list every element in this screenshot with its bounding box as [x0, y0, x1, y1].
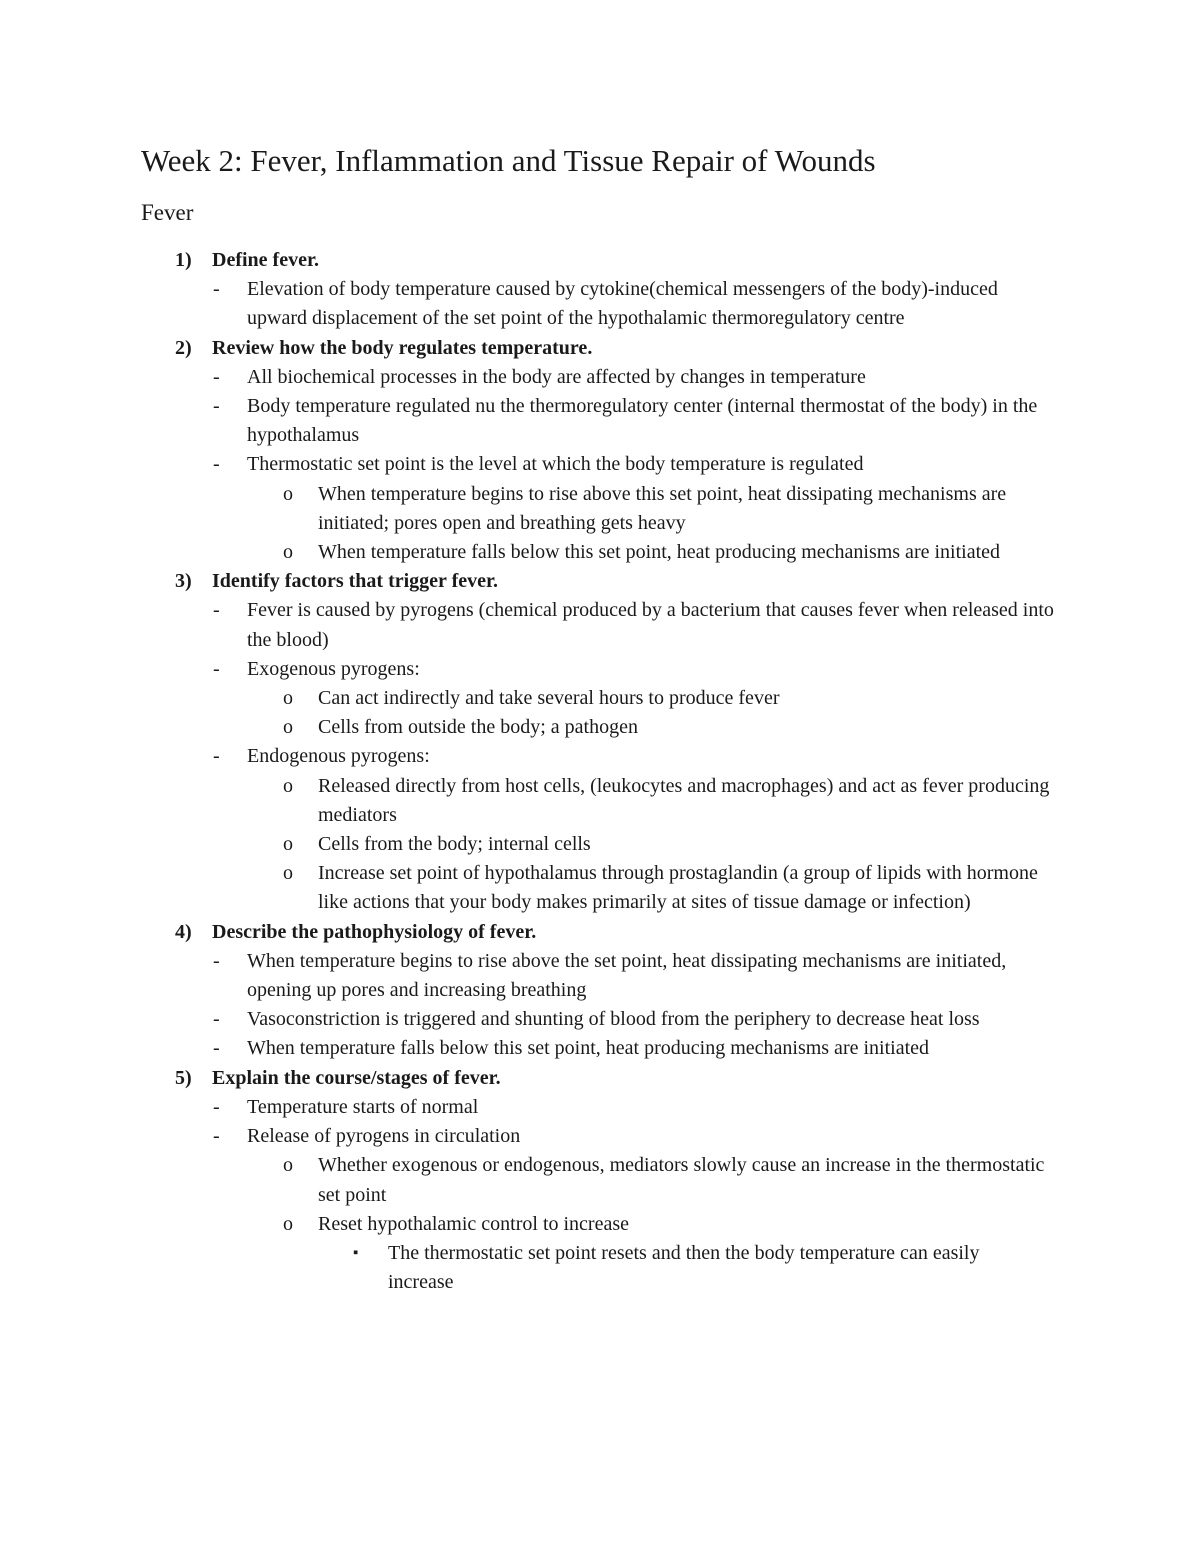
question-heading: [0, 246, 1200, 275]
sub-bullet-text: Whether exogenous or endogenous, mediators slowly cause an increase in the thermostatic set point: [318, 1154, 1045, 1206]
sub-bullet-text: Cells from outside the body; a pathogen: [318, 716, 638, 739]
sub-bullet-item: [0, 859, 1058, 917]
section-heading: Fever: [141, 200, 194, 225]
question-heading: [0, 567, 1200, 596]
circle-marker: o: [283, 774, 293, 797]
question-heading: [0, 334, 1200, 363]
sub-bullet-item: [0, 1151, 1058, 1209]
dash-marker: -: [213, 1037, 220, 1060]
dash-marker: -: [213, 278, 220, 301]
sub-bullet-text: Released directly from host cells, (leukocytes and macrophages) and act as fever producing mediators: [318, 774, 1050, 826]
dash-marker: -: [213, 365, 220, 388]
sub-bullet-item: [0, 713, 1058, 742]
bullet-item: [0, 363, 1062, 392]
question-number: 1): [175, 249, 192, 271]
dash-marker: -: [213, 949, 220, 972]
question-text: Review how the body regulates temperature.: [212, 336, 593, 359]
bullet-item: [0, 1093, 1062, 1122]
dash-marker: -: [213, 657, 220, 680]
bullet-text: Release of pyrogens in circulation: [247, 1125, 521, 1148]
dash-marker: -: [213, 1008, 220, 1031]
question-number: 2): [175, 336, 192, 359]
page-title: Week 2: Fever, Inflammation and Tissue Repair of Wounds: [141, 143, 876, 178]
question-text: Describe the pathophysiology of fever.: [212, 920, 537, 943]
sub-bullet-text: Increase set point of hypothalamus through prostaglandin (a group of lipids with hormone like actions that your body makes primarily at sites of tissue damage or infection): [318, 862, 1038, 914]
bullet-item: [0, 1034, 1062, 1063]
bullet-item: [0, 742, 1062, 771]
sub-bullet-text: When temperature falls below this set point, heat producing mechanisms are initiated: [318, 541, 1001, 564]
bullet-text: Vasoconstriction is triggered and shunting of blood from the periphery to decrease heat loss: [247, 1008, 980, 1031]
circle-marker: o: [283, 1154, 293, 1177]
dash-marker: -: [213, 1125, 220, 1148]
bullet-text: All biochemical processes in the body are affected by changes in temperature: [247, 365, 866, 388]
sub-bullet-text: Can act indirectly and take several hours to produce fever: [318, 687, 780, 710]
question-number: 3): [175, 570, 192, 593]
bullet-item: [0, 1005, 1062, 1034]
dash-marker: -: [213, 453, 220, 476]
question-number: 4): [175, 920, 192, 943]
sub-sub-bullet-text: The thermostatic set point resets and then the body temperature can easily increase: [388, 1241, 980, 1294]
sub-bullet-item: [0, 830, 1058, 859]
question-number: 5): [175, 1066, 192, 1089]
circle-marker: o: [283, 833, 293, 856]
bullet-item: [0, 450, 1062, 479]
question-text: Identify factors that trigger fever.: [212, 570, 499, 593]
circle-marker: o: [283, 541, 293, 564]
sub-bullet-text: Reset hypothalamic control to increase: [318, 1212, 630, 1235]
sub-bullet-text: Cells from the body; internal cells: [318, 833, 591, 856]
bullet-text: Exogenous pyrogens:: [247, 657, 420, 680]
bullet-text: Fever is caused by pyrogens (chemical produced by a bacterium that causes fever when released into the blood): [247, 599, 1054, 651]
circle-marker: o: [283, 687, 293, 710]
bullet-text: Temperature starts of normal: [247, 1095, 479, 1118]
sub-bullet-item: [0, 538, 1058, 567]
question-heading: [0, 1064, 1200, 1093]
bullet-item: [0, 947, 1062, 1005]
bullet-item: [0, 392, 1062, 450]
bullet-text: When temperature begins to rise above the set point, heat dissipating mechanisms are initiated, opening up pores and increasing breathing: [247, 949, 1007, 1002]
bullet-text: Elevation of body temperature caused by cytokine(chemical messengers of the body)-induced upward displacement of the set point of the hypothalamic thermoregulatory centre: [247, 278, 998, 330]
question-heading: [0, 918, 1200, 947]
circle-marker: o: [283, 716, 293, 739]
bullet-text: Thermostatic set point is the level at which the body temperature is regulated: [247, 453, 864, 476]
circle-marker: o: [283, 862, 293, 885]
bullet-item: [0, 275, 1062, 333]
bullet-text: When temperature falls below this set point, heat producing mechanisms are initiated: [247, 1037, 930, 1060]
bullet-item: [0, 1122, 1062, 1151]
document-body: [0, 246, 1200, 1297]
dash-marker: -: [213, 1095, 220, 1118]
sub-sub-bullet-item: [0, 1239, 1038, 1297]
sub-bullet-item: [0, 684, 1058, 713]
dash-marker: -: [213, 395, 220, 418]
bullet-text: Endogenous pyrogens:: [247, 745, 430, 768]
dash-marker: -: [213, 599, 220, 622]
sub-bullet-item: [0, 1210, 1058, 1239]
bullet-item: [0, 596, 1062, 654]
sub-bullet-text: When temperature begins to rise above this set point, heat dissipating mechanisms are initiated; pores open and breathing gets heavy: [318, 482, 1007, 534]
bullet-text: Body temperature regulated nu the thermoregulatory center (internal thermostat of the body) in the hypothalamus: [247, 395, 1038, 447]
circle-marker: o: [283, 482, 293, 505]
sub-bullet-item: [0, 772, 1058, 830]
square-bullet-icon: ▪: [353, 1244, 359, 1261]
circle-marker: o: [283, 1212, 293, 1235]
dash-marker: -: [213, 745, 220, 768]
question-text: Explain the course/stages of fever.: [212, 1066, 501, 1089]
sub-bullet-item: [0, 480, 1058, 538]
question-text: Define fever.: [212, 249, 319, 271]
bullet-item: [0, 655, 1062, 684]
